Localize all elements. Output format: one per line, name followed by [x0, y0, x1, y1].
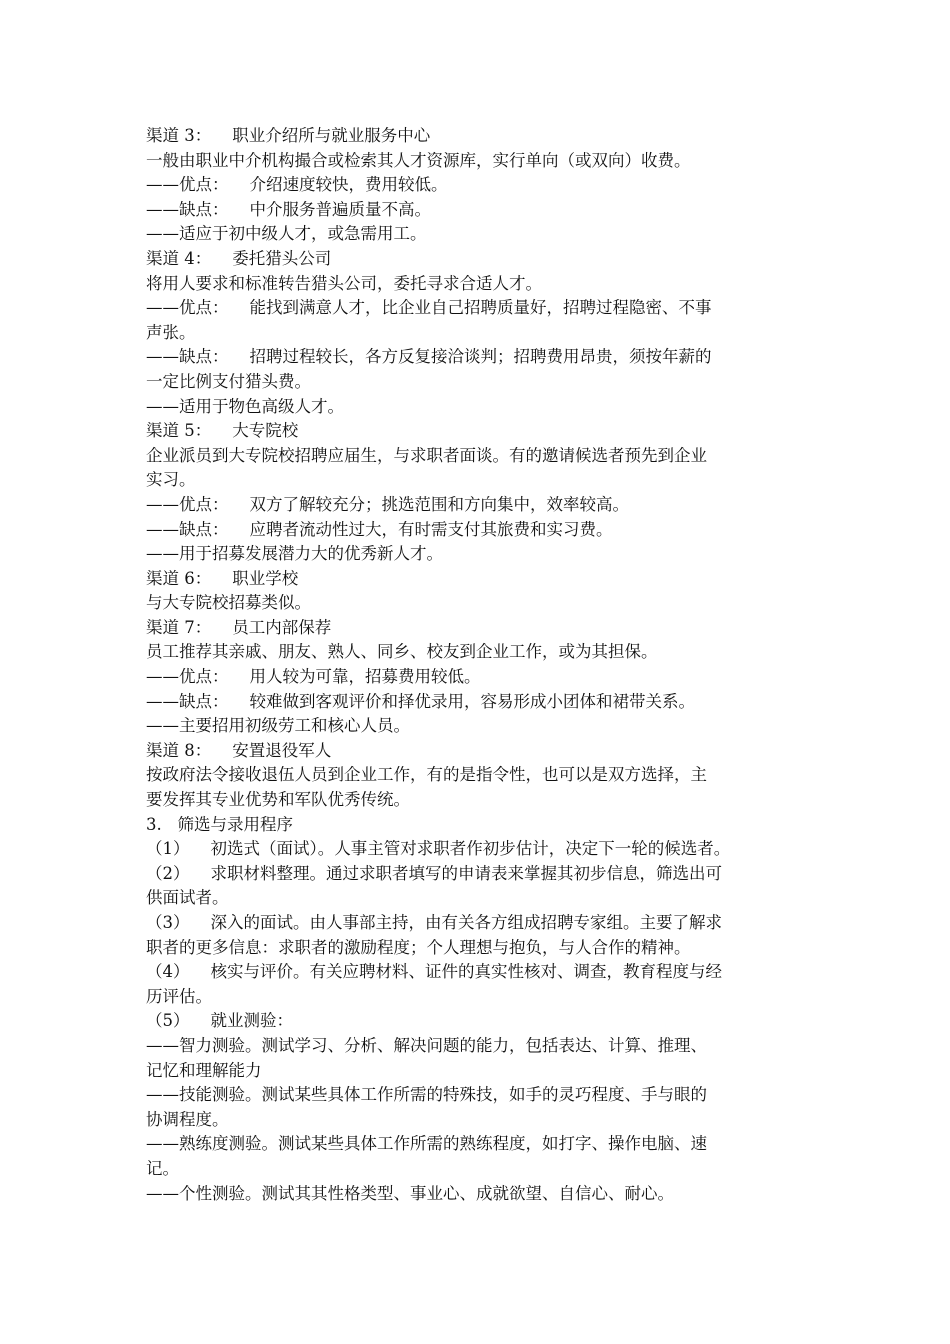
text-line: ——缺点： 招聘过程较长，各方反复接洽谈判；招聘费用昂贵，须按年薪的 [146, 347, 712, 367]
text-line: 职者的更多信息：求职者的激励程度；个人理想与抱负，与人合作的精神。 [146, 937, 691, 957]
text-line: ——优点： 能找到满意人才，比企业自己招聘质量好，招聘过程隐密、不事 [146, 298, 712, 318]
text-line: ——主要招用初级劳工和核心人员。 [146, 716, 410, 736]
text-line: 一定比例支付猎头费。 [146, 371, 311, 391]
text-line: 渠道 3： 职业介绍所与就业服务中心 [146, 126, 431, 145]
text-line: ——优点： 用人较为可靠，招募费用较低。 [146, 667, 481, 687]
text-line: 声张。 [146, 322, 196, 342]
text-line: ——优点： 介绍速度较快，费用较低。 [146, 175, 448, 195]
text-line: 渠道 8： 安置退役军人 [146, 740, 332, 760]
text-line: （4） 核实与评价。有关应聘材料、证件的真实性核对、调查，教育程度与经 [146, 962, 722, 982]
text-line: 要发挥其专业优势和军队优秀传统。 [146, 790, 410, 810]
text-line: 渠道 6： 职业学校 [146, 568, 299, 588]
text-line: 供面试者。 [146, 888, 229, 908]
text-line: ——熟练度测验。测试某些具体工作所需的熟练程度，如打字、操作电脑、速 [146, 1134, 707, 1154]
text-line: 员工推荐其亲戚、朋友、熟人、同乡、校友到企业工作，或为其担保。 [146, 642, 658, 662]
text-line: ——适用于物色高级人才。 [146, 396, 344, 416]
text-line: 实习。 [146, 470, 196, 490]
text-line: 3. 筛选与录用程序 [146, 814, 293, 834]
text-line: 协调程度。 [146, 1109, 229, 1129]
text-line: 渠道 5： 大专院校 [146, 421, 299, 441]
text-line: 一般由职业中介机构撮合或检索其人才资源库，实行单向（或双向）收费。 [146, 150, 691, 170]
text-line: （1） 初选式（面试）。人事主管对求职者作初步估计，决定下一轮的候选者。 [146, 839, 731, 859]
text-line: ——智力测验。测试学习、分析、解决问题的能力，包括表达、计算、推理、 [146, 1035, 707, 1055]
text-line: （3） 深入的面试。由人事部主持，由有关各方组成招聘专家组。主要了解求 [146, 913, 722, 932]
text-line: （2） 求职材料整理。通过求职者填写的申请表来掌握其初步信息，筛选出可 [146, 863, 722, 883]
text-line: ——适应于初中级人才，或急需用工。 [146, 224, 427, 244]
text-line: ——个性测验。测试其其性格类型、事业心、成就欲望、自信心、耐心。 [146, 1183, 674, 1203]
text-line: 企业派员到大专院校招聘应届生，与求职者面谈。有的邀请候选者预先到企业 [146, 445, 707, 465]
document-body [146, 124, 826, 1206]
text-line: 与大专院校招募类似。 [146, 593, 311, 613]
text-line: 渠道 4： 委托猎头公司 [146, 248, 332, 268]
text-line: 按政府法令接收退伍人员到企业工作，有的是指令性，也可以是双方选择，主 [146, 765, 707, 785]
text-line: ——优点： 双方了解较充分；挑选范围和方向集中，效率较高。 [146, 494, 629, 514]
text-line: 历评估。 [146, 986, 212, 1006]
text-line: 记。 [146, 1158, 179, 1178]
text-line: （5） 就业测验： [146, 1011, 293, 1031]
text-line: ——用于招募发展潜力大的优秀新人才。 [146, 544, 443, 564]
text-line: ——技能测验。测试某些具体工作所需的特殊技，如手的灵巧程度、手与眼的 [146, 1085, 707, 1105]
text-line: 将用人要求和标准转告猎头公司，委托寻求合适人才。 [146, 273, 542, 293]
text-line: 记忆和理解能力 [146, 1060, 262, 1080]
text-line: ——缺点： 中介服务普遍质量不高。 [146, 199, 431, 219]
text-line: 渠道 7： 员工内部保荐 [146, 617, 332, 637]
text-line: ——缺点： 较难做到客观评价和择优录用，容易形成小团体和裙带关系。 [146, 691, 695, 711]
text-line: ——缺点： 应聘者流动性过大，有时需支付其旅费和实习费。 [146, 519, 613, 539]
